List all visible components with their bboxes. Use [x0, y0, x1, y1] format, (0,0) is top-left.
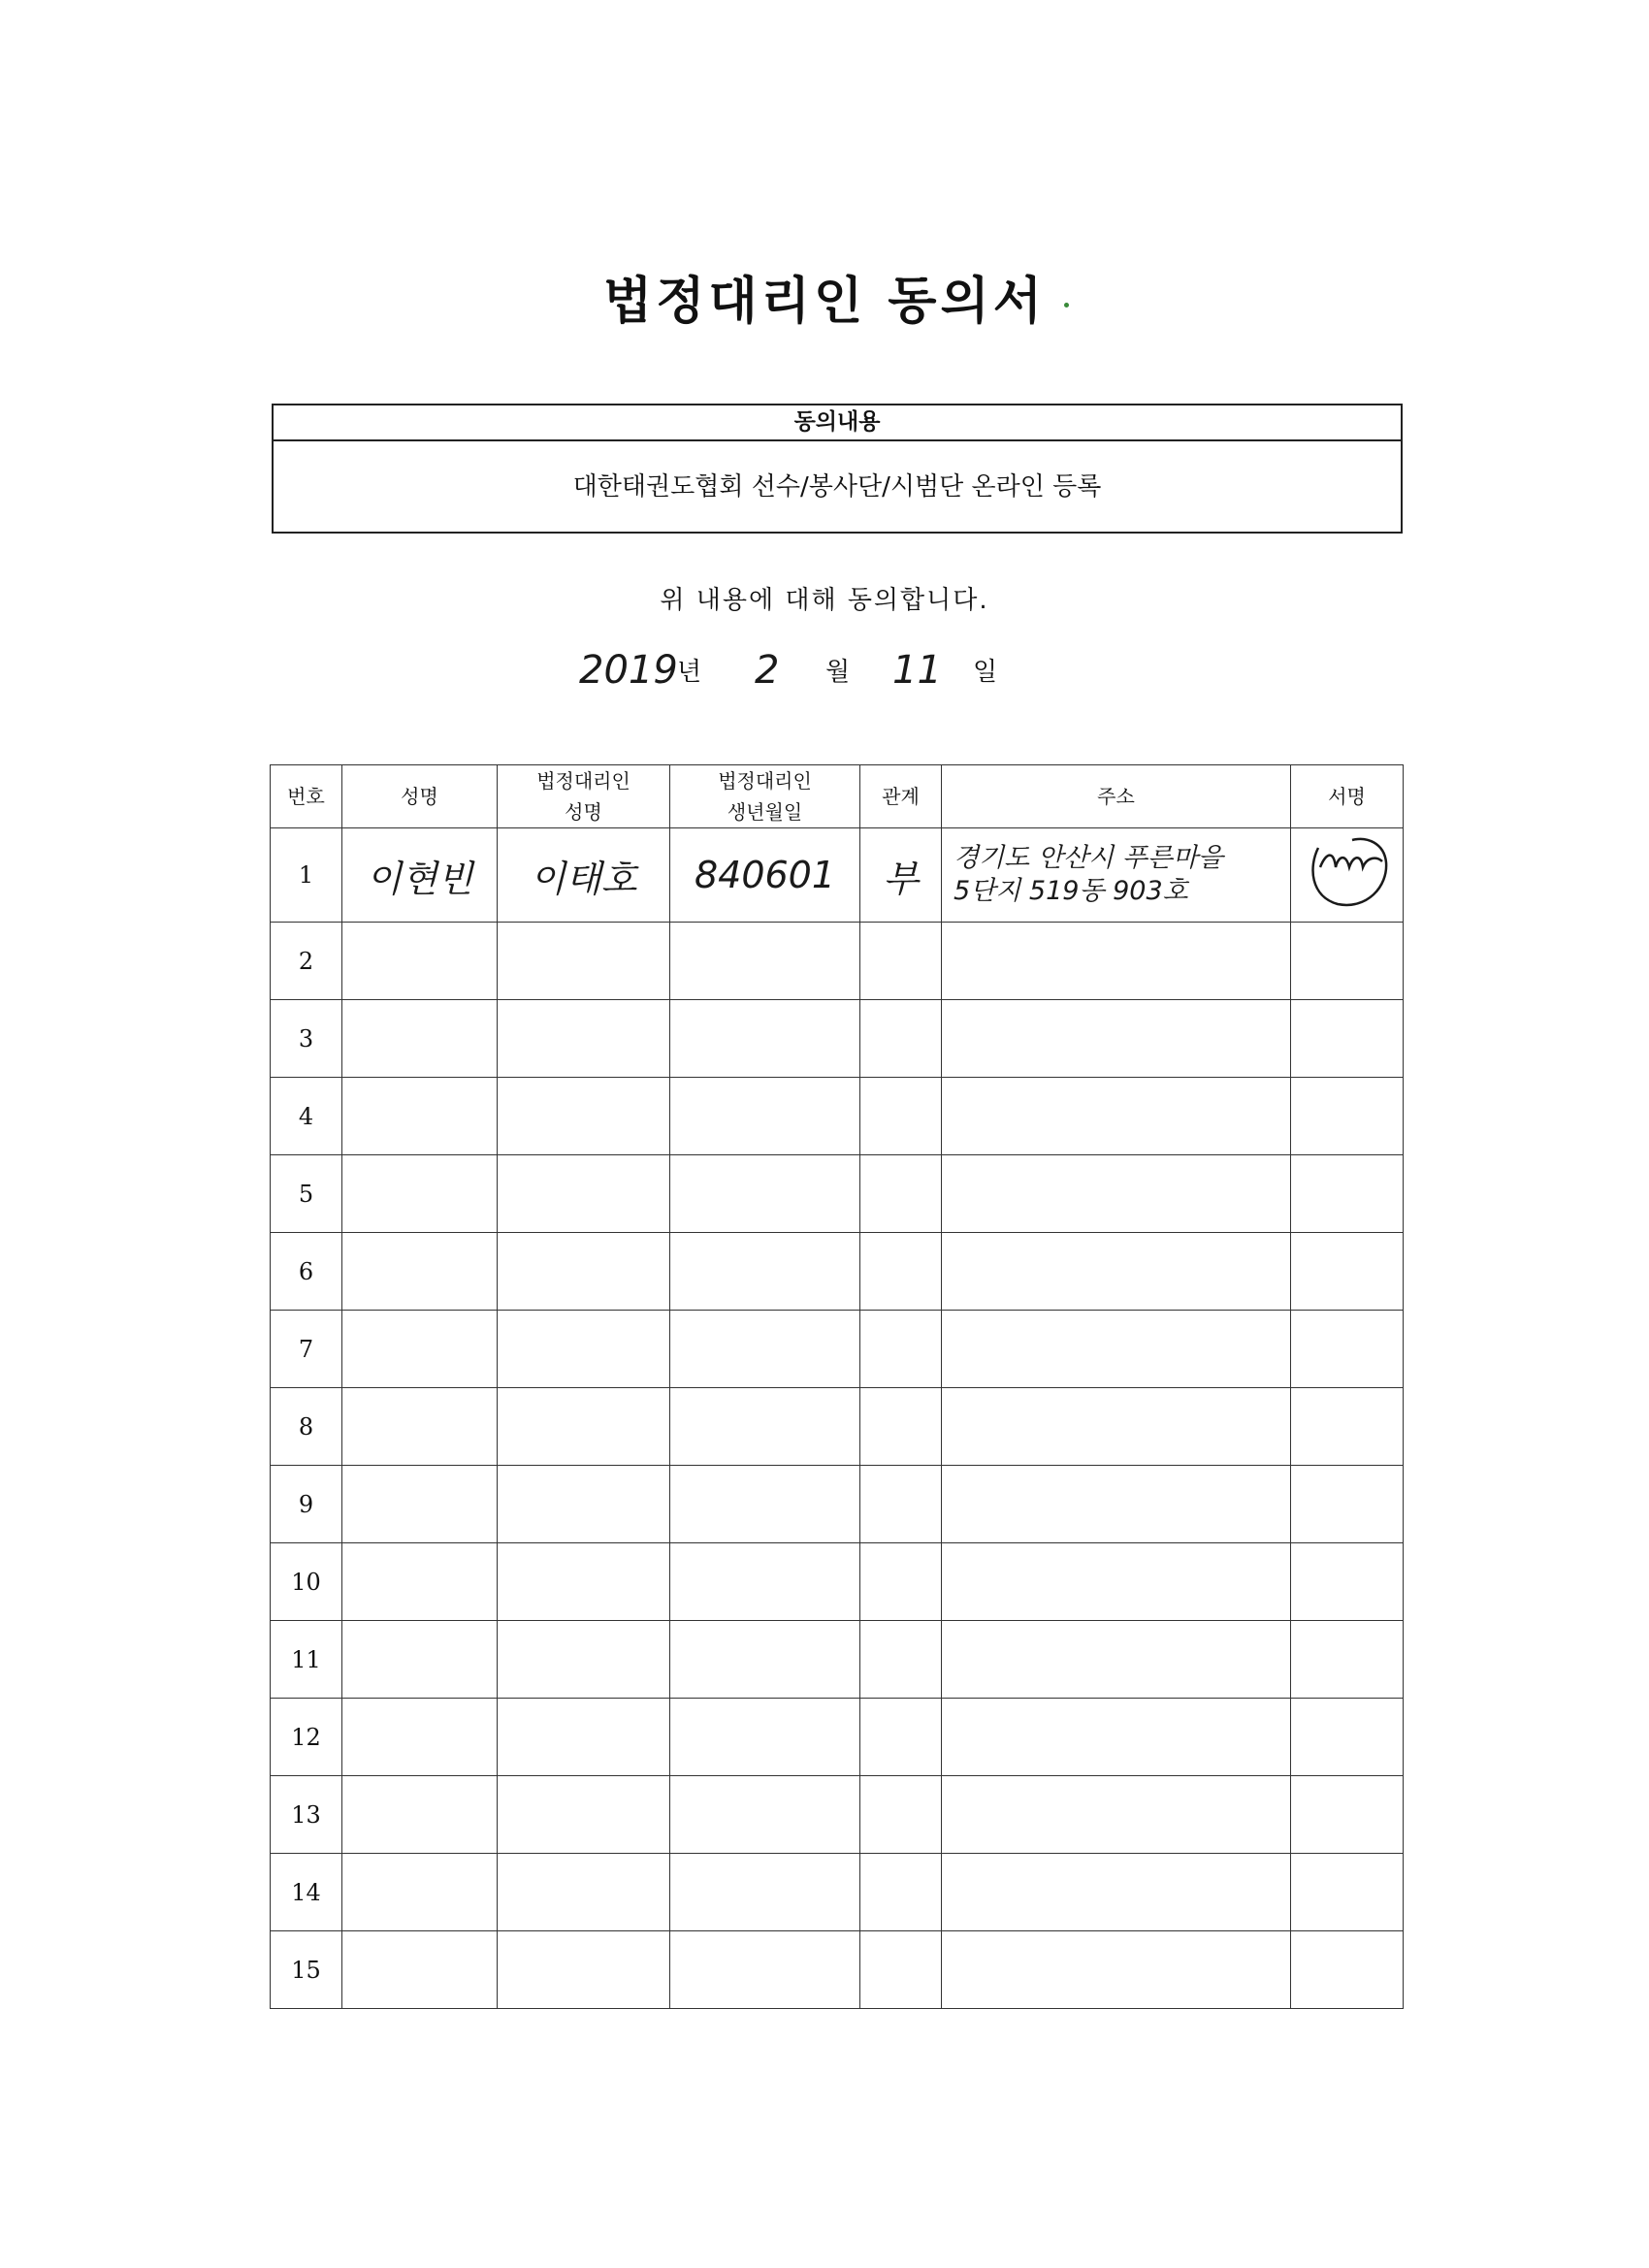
cell-signature: [1291, 1854, 1404, 1931]
table-row: [271, 1466, 1404, 1543]
cell-guardian-birth: [670, 1543, 860, 1621]
date-year-handwritten: 2019: [579, 648, 678, 693]
cell-name: [342, 1543, 498, 1621]
consent-header: 동의내용: [274, 405, 1401, 441]
cell-address: [942, 1776, 1291, 1854]
cell-name: [342, 1000, 498, 1078]
cell-relation: [860, 1931, 942, 2009]
agreement-text: 위 내용에 대해 동의합니다.: [660, 586, 989, 615]
title-text: 법정대리인 동의서: [603, 273, 1046, 331]
col-header-name: 성명: [342, 765, 498, 828]
cell-address: [942, 1621, 1291, 1699]
header-line: 생년월일: [727, 800, 803, 824]
cell-address: [942, 1388, 1291, 1466]
cell-address: [942, 828, 1291, 923]
cell-no: 9: [271, 1466, 342, 1543]
address-line: 경기도 안산시 푸른마을: [954, 843, 1223, 873]
cell-no: 15: [271, 1931, 342, 2009]
cell-relation: [860, 1699, 942, 1776]
cell-guardian-birth: [670, 1776, 860, 1854]
date-day-label: 일: [973, 658, 998, 687]
cell-guardian-birth: [670, 923, 860, 1000]
cell-name: [342, 923, 498, 1000]
cell-name: [342, 1466, 498, 1543]
date-month-handwritten: 2: [755, 648, 780, 693]
cell-no: 1: [271, 828, 342, 923]
cell-relation: [860, 1466, 942, 1543]
cell-guardian-birth: [670, 1078, 860, 1155]
cell-address: [942, 1543, 1291, 1621]
cell-name: [342, 1931, 498, 2009]
table-row: [271, 828, 1404, 923]
cell-relation: [860, 1543, 942, 1621]
cell-guardian-birth: [670, 1621, 860, 1699]
cell-signature: [1291, 1466, 1404, 1543]
consent-box: [272, 404, 1403, 534]
cell-no: 8: [271, 1388, 342, 1466]
cell-guardian-name: [498, 923, 670, 1000]
cell-signature: [1291, 1155, 1404, 1233]
green-dot-mark: [1064, 303, 1069, 308]
cell-address: [942, 1699, 1291, 1776]
cell-signature: [1291, 1000, 1404, 1078]
cell-signature: [1291, 1776, 1404, 1854]
cell-signature: [1291, 1388, 1404, 1466]
table-row: [271, 1776, 1404, 1854]
cell-guardian-name: [498, 1543, 670, 1621]
cell-no: 10: [271, 1543, 342, 1621]
cell-signature: [1291, 1621, 1404, 1699]
col-header-no: 번호: [271, 765, 342, 828]
cell-address: [942, 1078, 1291, 1155]
table-row: [271, 1000, 1404, 1078]
cell-relation: [860, 1854, 942, 1931]
cell-guardian-name: [498, 1388, 670, 1466]
cell-no: 13: [271, 1776, 342, 1854]
cell-guardian-name: [498, 1699, 670, 1776]
handwritten-signature-icon: [1299, 828, 1396, 916]
cell-guardian-birth: [670, 1854, 860, 1931]
table-row: [271, 1155, 1404, 1233]
cell-guardian-birth: [670, 1466, 860, 1543]
cell-no: 14: [271, 1854, 342, 1931]
cell-address: [942, 1466, 1291, 1543]
date-month-label: 월: [825, 658, 851, 687]
cell-signature: [1291, 1078, 1404, 1155]
cell-address: [942, 923, 1291, 1000]
cell-no: 3: [271, 1000, 342, 1078]
roster-table: [270, 764, 1404, 2009]
table-row: [271, 1078, 1404, 1155]
table-row: [271, 1388, 1404, 1466]
page-title: [0, 260, 1649, 333]
table-row: [271, 1543, 1404, 1621]
table-row: [271, 1931, 1404, 2009]
cell-address: [942, 1931, 1291, 2009]
cell-guardian-birth: [670, 1233, 860, 1311]
table-row: [271, 1233, 1404, 1311]
col-header-relation: 관계: [860, 765, 942, 828]
cell-guardian-name: [498, 1000, 670, 1078]
cell-name: [342, 1233, 498, 1311]
cell-signature: [1291, 1699, 1404, 1776]
cell-address: [942, 1311, 1291, 1388]
cell-guardian-name: [498, 1233, 670, 1311]
cell-name: [342, 1388, 498, 1466]
cell-relation: [860, 1621, 942, 1699]
cell-no: 7: [271, 1311, 342, 1388]
cell-relation: [860, 1233, 942, 1311]
col-header-guardian-birth: [670, 765, 860, 828]
table-row: [271, 1699, 1404, 1776]
cell-relation: [860, 1388, 942, 1466]
consent-content: 대한태권도협회 선수/봉사단/시범단 온라인 등록: [572, 472, 1102, 502]
table-header-row: [271, 765, 1404, 828]
cell-guardian-birth: [670, 1000, 860, 1078]
cell-relation: [860, 1000, 942, 1078]
cell-guardian-name: [498, 1931, 670, 2009]
cell-relation: [860, 1155, 942, 1233]
cell-relation: 부: [860, 828, 942, 923]
cell-relation: [860, 1776, 942, 1854]
address-line: 5단지 519동 903호: [954, 876, 1188, 906]
table-row: [271, 923, 1404, 1000]
table-row: [271, 1621, 1404, 1699]
cell-relation: [860, 1078, 942, 1155]
cell-name: 이현빈: [342, 828, 498, 923]
cell-signature: [1291, 1931, 1404, 2009]
cell-guardian-birth: [670, 1388, 860, 1466]
cell-relation: [860, 1311, 942, 1388]
col-header-guardian-name: [498, 765, 670, 828]
cell-guardian-birth: [670, 1311, 860, 1388]
cell-guardian-name: [498, 1854, 670, 1931]
cell-name: [342, 1699, 498, 1776]
header-line: 법정대리인: [718, 769, 812, 793]
cell-guardian-birth: [670, 1699, 860, 1776]
cell-no: 6: [271, 1233, 342, 1311]
cell-address: [942, 1233, 1291, 1311]
cell-guardian-name: [498, 1078, 670, 1155]
header-line: 성명: [565, 800, 602, 824]
cell-signature: [1291, 1311, 1404, 1388]
table-row: [271, 1854, 1404, 1931]
date-day-handwritten: 11: [892, 648, 942, 693]
cell-guardian-name: [498, 1466, 670, 1543]
col-header-address: 주소: [942, 765, 1291, 828]
date-year-label: 년: [677, 658, 702, 687]
header-line: 법정대리인: [536, 769, 630, 793]
cell-signature: [1291, 923, 1404, 1000]
cell-address: [942, 1854, 1291, 1931]
cell-no: 12: [271, 1699, 342, 1776]
cell-name: [342, 1776, 498, 1854]
cell-guardian-name: [498, 1776, 670, 1854]
cell-signature: [1291, 828, 1404, 923]
cell-guardian-name: [498, 1155, 670, 1233]
cell-relation: [860, 923, 942, 1000]
cell-guardian-name: [498, 1621, 670, 1699]
cell-signature: [1291, 1543, 1404, 1621]
cell-name: [342, 1854, 498, 1931]
cell-no: 11: [271, 1621, 342, 1699]
cell-no: 5: [271, 1155, 342, 1233]
cell-guardian-birth: 840601: [670, 828, 860, 923]
cell-signature: [1291, 1233, 1404, 1311]
cell-no: 2: [271, 923, 342, 1000]
cell-guardian-birth: [670, 1155, 860, 1233]
cell-name: [342, 1621, 498, 1699]
col-header-signature: 서명: [1291, 765, 1404, 828]
cell-guardian-birth: [670, 1931, 860, 2009]
cell-name: [342, 1078, 498, 1155]
cell-name: [342, 1311, 498, 1388]
cell-no: 4: [271, 1078, 342, 1155]
cell-name: [342, 1155, 498, 1233]
table-row: [271, 1311, 1404, 1388]
cell-address: [942, 1155, 1291, 1233]
cell-guardian-name: [498, 1311, 670, 1388]
cell-guardian-name: 이태호: [498, 828, 670, 923]
cell-address: [942, 1000, 1291, 1078]
